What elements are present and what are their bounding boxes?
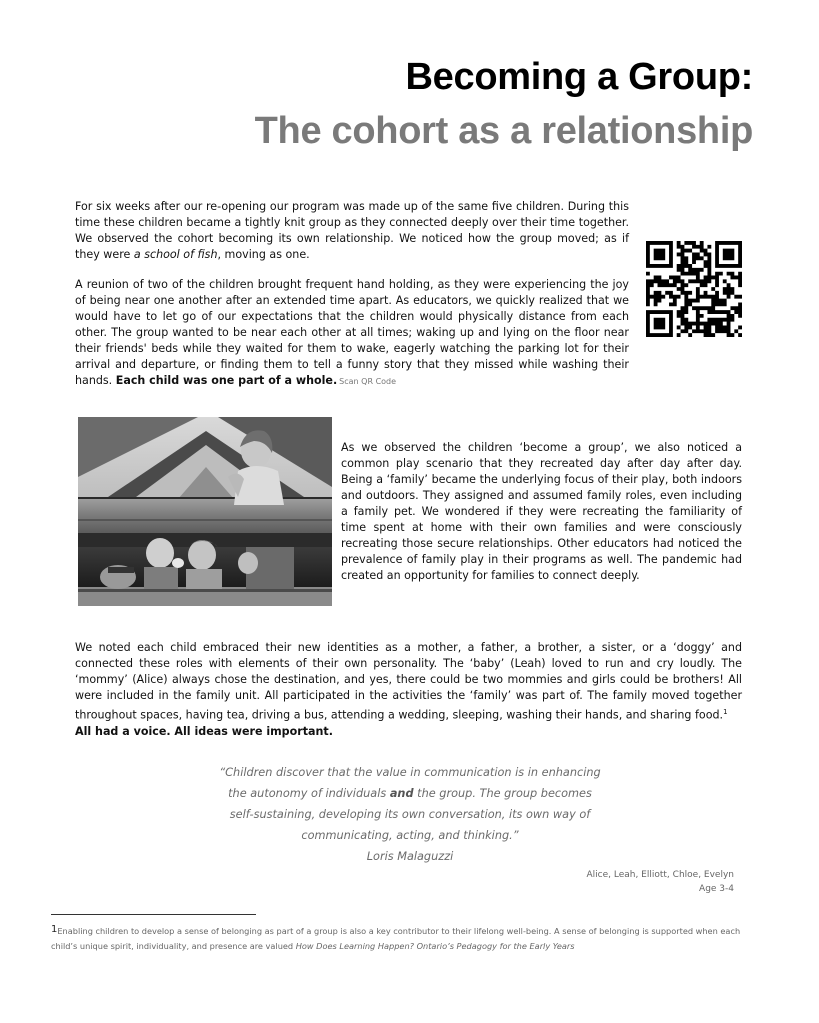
paragraph-roles-emphasis: All had a voice. All ideas were important. [75, 724, 333, 738]
footnote-text: Enabling children to develop a sense of belonging as part of a group is also a key contributor to their lifelong well-being. A sense of belonging is supported when each child’s unique spirit, individuality, and presence are valued [51, 926, 741, 951]
children-playhouse-photo [78, 417, 332, 606]
paragraph-reunion-emphasis: Each child was one part of a whole. [115, 374, 338, 387]
credit-age: Age 3-4 [699, 884, 734, 894]
footnote-source: How Does Learning Happen? Ontario’s Pedagogy for the Early Years [295, 941, 575, 951]
paragraph-roles-text: We noted each child embraced their new identities as a mother, a father, a brother, a sister, or a ‘doggy’ and connected these roles with elements of their own personality. The ‘baby’ (Leah) loved to run and cry loudly. The ‘mommy’ (Alice) always chose the destination, and yes, there could be two mommies and girls could be brothers! All were included in the family unit. All participated in the activities the ‘family’ was part of. The family moved together throughout spaces, having tea, driving a bus, attending a wedding, sleeping, washing their hands, and sharing food. [75, 641, 742, 722]
footnote-reference[interactable]: 1 [723, 708, 728, 716]
quote-line-2 [170, 783, 650, 804]
school-of-fish-phrase: a school of fish [133, 248, 218, 261]
paragraph-family-play: As we observed the children ‘become a group’, we also noticed a common play scenario that they recreated day after day after day. Being a ‘family’ became the underlying focus of their play, both indoors and outdoors. They assigned and assumed family roles, even including a family pet. We wondered if they were recreating the familiarity of time spent at home with their own families and were consciously recreating those secure relationships. Other educators had noticed the prevalence of family play in their programs as well. The pandemic had created an opportunity for families to connect deeply. [341, 441, 742, 582]
qr-modules [646, 241, 742, 337]
malaguzzi-quote [170, 762, 650, 867]
paragraph-reunion-text: A reunion of two of the children brought frequent hand holding, as they were experiencing the joy of being near one another after an extended time apart. As educators, we quickly realized that we would have to let go of our expectations that the children would physically distance from each other. The group wanted to be near each other at all times; waking up and lying on the floor near their friends' beds while they waited for them to wake, eagerly watching the parking lot for their arrival and departure, or finding them to tell a funny story that they missed while washing their hands. [75, 278, 629, 387]
qr-caption: Scan QR Code [339, 377, 397, 386]
paragraph-roles [75, 640, 742, 740]
quote-author: Loris Malaguzzi [366, 850, 454, 863]
paragraph-intro-text: For six weeks after our re-opening our program was made up of the same five children. During this time these children became a tightly knit group as they connected deeply over their time together. We observed the cohort becoming its own relationship. We noticed how the group moved; as if they were [75, 200, 629, 261]
quote-line-2-a: the autonomy of individuals [228, 787, 390, 800]
paragraph-reunion [75, 277, 629, 390]
quote-line-4: communicating, acting, and thinking.” [301, 829, 519, 842]
quote-emphasis-and: and [389, 787, 414, 800]
credit-names: Alice, Leah, Elliott, Chloe, Evelyn [586, 870, 734, 880]
photo-credit [586, 868, 734, 896]
qr-code-icon[interactable] [646, 241, 742, 337]
footnote-number: 1 [51, 924, 58, 935]
footnote [51, 924, 751, 954]
quote-line-3: self-sustaining, developing its own conversation, its own way of [229, 808, 591, 821]
paragraph-intro-end: , moving as one. [217, 248, 310, 261]
quote-line-2-c: the group. The group becomes [413, 787, 592, 800]
paragraph-intro [75, 199, 629, 263]
footnote-divider [51, 914, 256, 915]
title-line-1: Becoming a Group: [405, 56, 753, 98]
title-line-2: The cohort as a relationship [254, 110, 753, 152]
quote-line-1: “Children discover that the value in communication is in enhancing [219, 766, 601, 779]
